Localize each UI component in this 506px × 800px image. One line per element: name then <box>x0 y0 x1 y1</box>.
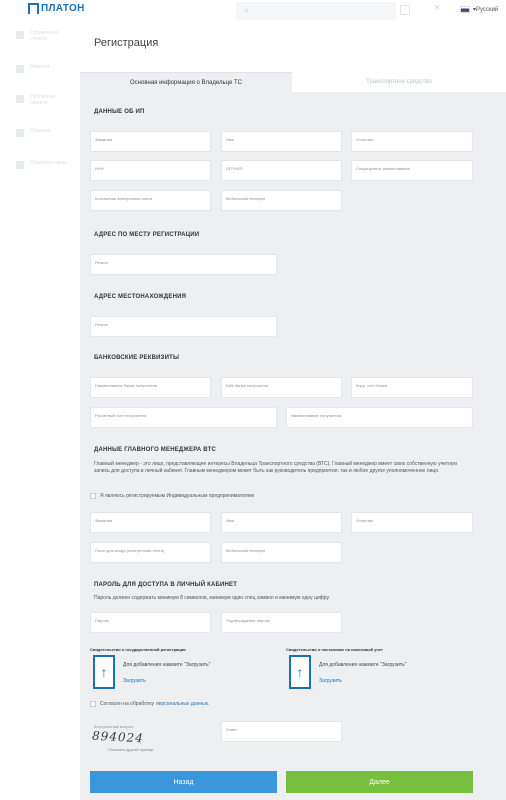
logo-text: ПЛАТОН <box>41 3 85 14</box>
consent-checkbox[interactable] <box>90 701 96 707</box>
field-placeholder: Логин для входа (электронная почта) <box>95 548 165 553</box>
field-placeholder: Подтверждение пароля <box>226 618 270 623</box>
bank-corr-field[interactable] <box>351 377 473 398</box>
consent-text: Согласен на обработку <box>100 701 154 707</box>
rules-icon <box>16 129 24 137</box>
field-placeholder: БИК банка получателя <box>226 383 268 388</box>
field-placeholder: Наименование банка получателя <box>95 383 157 388</box>
bank-name-field[interactable] <box>90 377 211 398</box>
manager-description: Главный менеджер - это лицо, представляющее интересы Владельца Транспортного средства (ВТС). Главный менеджер имеет свою собственную учетную запись для доступа в личный кабинет. Главным менеджером может быть как руководитель предприятия, так и любое другое уполномоченное лицо. <box>94 461 458 474</box>
upload-link-registration[interactable]: Загрузить <box>123 678 146 684</box>
upload-hint-tax: Для добавления нажмите "Загрузить" <box>319 662 407 668</box>
field-placeholder: Регион <box>95 260 108 265</box>
top-bar <box>0 0 506 22</box>
logo[interactable] <box>28 3 85 14</box>
field-placeholder: Расчетный счет получателя <box>95 413 147 418</box>
field-placeholder: Отчество <box>356 518 374 523</box>
ip-short-name-field[interactable] <box>351 160 473 181</box>
sidebar-item-label: Правила <box>30 128 51 134</box>
search-icon: ⌕ <box>244 5 250 15</box>
section-title-location-address: АДРЕС МЕСТОНАХОЖДЕНИЯ <box>94 294 187 300</box>
password-field[interactable] <box>90 612 211 633</box>
field-placeholder: Отчество <box>356 137 374 142</box>
manager-is-ip-checkbox-row[interactable] <box>90 493 254 499</box>
document-icon <box>16 95 24 103</box>
ip-mobile-field[interactable] <box>221 190 342 211</box>
arrow-up-icon: ↑ <box>100 664 108 680</box>
sidebar-item-feedback[interactable] <box>16 160 70 169</box>
main-content <box>80 22 506 800</box>
ip-last-name-field[interactable] <box>90 131 211 152</box>
ip-inn-field[interactable] <box>90 160 211 181</box>
language-label: Русский <box>476 6 499 13</box>
field-placeholder: Сокращенное наименование <box>356 166 410 171</box>
captcha-refresh-link[interactable]: Показать другой пример <box>108 747 154 752</box>
chevron-down-icon: ▾ <box>473 7 477 13</box>
section-title-bank: БАНКОВСКИЕ РЕКВИЗИТЫ <box>94 355 180 361</box>
field-placeholder: Контактная электронная почта <box>95 196 153 201</box>
captcha-answer-field[interactable] <box>221 721 342 742</box>
back-button[interactable]: Назад <box>90 771 277 793</box>
section-title-password: ПАРОЛЬ ДЛЯ ДОСТУПА В ЛИЧНЫЙ КАБИНЕТ <box>94 582 238 588</box>
ip-email-field[interactable] <box>90 190 211 211</box>
mgr-patronymic-field[interactable] <box>351 512 473 533</box>
field-placeholder: Наименование получателя <box>291 413 342 418</box>
section-title-reg-address: АДРЕС ПО МЕСТУ РЕГИСТРАЦИИ <box>94 232 200 238</box>
field-placeholder: Фамилия <box>95 137 112 142</box>
sidebar-item-news[interactable] <box>16 64 70 73</box>
close-icon[interactable]: × <box>434 2 441 14</box>
tab-owner-info[interactable]: Основная информация о Владельце ТС <box>80 72 292 92</box>
upload-link-tax[interactable]: Загрузить <box>319 678 342 684</box>
field-placeholder: Мобильный телефон <box>226 196 266 201</box>
bank-bik-field[interactable] <box>221 377 342 398</box>
bank-recipient-field[interactable] <box>286 407 473 428</box>
upload-hint-registration: Для добавления нажмите "Загрузить" <box>123 662 211 668</box>
field-placeholder: ОГРНИП <box>226 166 243 171</box>
sidebar-item-help[interactable] <box>16 30 70 42</box>
upload-box-tax[interactable] <box>289 655 311 689</box>
sidebar-item-offer[interactable] <box>16 94 70 106</box>
field-placeholder: ИНН <box>95 166 104 171</box>
logo-icon <box>28 3 39 14</box>
arrow-up-icon: ↑ <box>296 664 304 680</box>
upload-title-registration: Свидетельство о государственной регистрации <box>90 647 186 652</box>
password-confirm-field[interactable] <box>221 612 342 633</box>
field-placeholder: Фамилия <box>95 518 112 523</box>
mgr-mobile-field[interactable] <box>221 542 342 563</box>
sidebar-item-label: Новости <box>30 64 50 70</box>
mgr-login-field[interactable] <box>90 542 211 563</box>
search-bar[interactable] <box>236 2 396 20</box>
section-title-ip: ДАННЫЕ ОБ ИП <box>94 109 145 115</box>
upload-title-tax: Свидетельство о постановке на налоговый учет <box>286 647 383 652</box>
sidebar <box>0 22 80 800</box>
field-placeholder: Имя <box>226 137 234 142</box>
upload-box-registration[interactable] <box>93 655 115 689</box>
tab-vehicle[interactable]: Транспортное средство <box>292 72 506 92</box>
bank-account-field[interactable] <box>90 407 277 428</box>
tab-bar <box>80 72 506 92</box>
news-icon <box>16 65 24 73</box>
section-title-manager: ДАННЫЕ ГЛАВНОГО МЕНЕДЖЕРА ВТС <box>94 447 217 453</box>
ip-patronymic-field[interactable] <box>351 131 473 152</box>
sidebar-item-label: Публичная оферта <box>30 94 56 106</box>
checkbox-label: Я являюсь регистрируемым Индивидуальным предпринимателем <box>100 493 254 499</box>
consent-row[interactable] <box>90 701 210 707</box>
mgr-last-name-field[interactable] <box>90 512 211 533</box>
home-icon[interactable] <box>400 5 410 15</box>
field-placeholder: Регион <box>95 322 108 327</box>
field-placeholder: Мобильный телефон <box>226 548 266 553</box>
location-region-field[interactable] <box>90 316 277 337</box>
sidebar-item-label: Обратная связь <box>30 160 67 166</box>
ip-first-name-field[interactable] <box>221 131 342 152</box>
language-selector[interactable] <box>460 6 498 13</box>
flag-icon <box>460 6 470 13</box>
reg-region-field[interactable] <box>90 254 277 275</box>
manager-is-ip-checkbox[interactable] <box>90 493 96 499</box>
sidebar-item-rules[interactable] <box>16 128 70 137</box>
field-placeholder: Корр. счет банка <box>356 383 387 388</box>
sidebar-item-label: Справочная служба <box>30 30 59 42</box>
chat-icon <box>16 161 24 169</box>
captcha-image: 894024 <box>91 728 145 746</box>
field-placeholder: Ответ <box>226 727 237 732</box>
help-icon <box>16 31 24 39</box>
password-rule: Пароль должен содержать минимум 8 символов, минимум один спец символ и минимум одну цифру. <box>94 595 330 601</box>
next-button[interactable]: Далее <box>286 771 473 793</box>
mgr-first-name-field[interactable] <box>221 512 342 533</box>
captcha-label: Контрольный вопрос: <box>94 724 134 729</box>
page-title: Регистрация <box>94 37 159 49</box>
field-placeholder: Пароль <box>95 618 109 623</box>
ip-ogrnip-field[interactable] <box>221 160 342 181</box>
personal-data-link[interactable]: персональных данных. <box>155 701 210 707</box>
field-placeholder: Имя <box>226 518 234 523</box>
